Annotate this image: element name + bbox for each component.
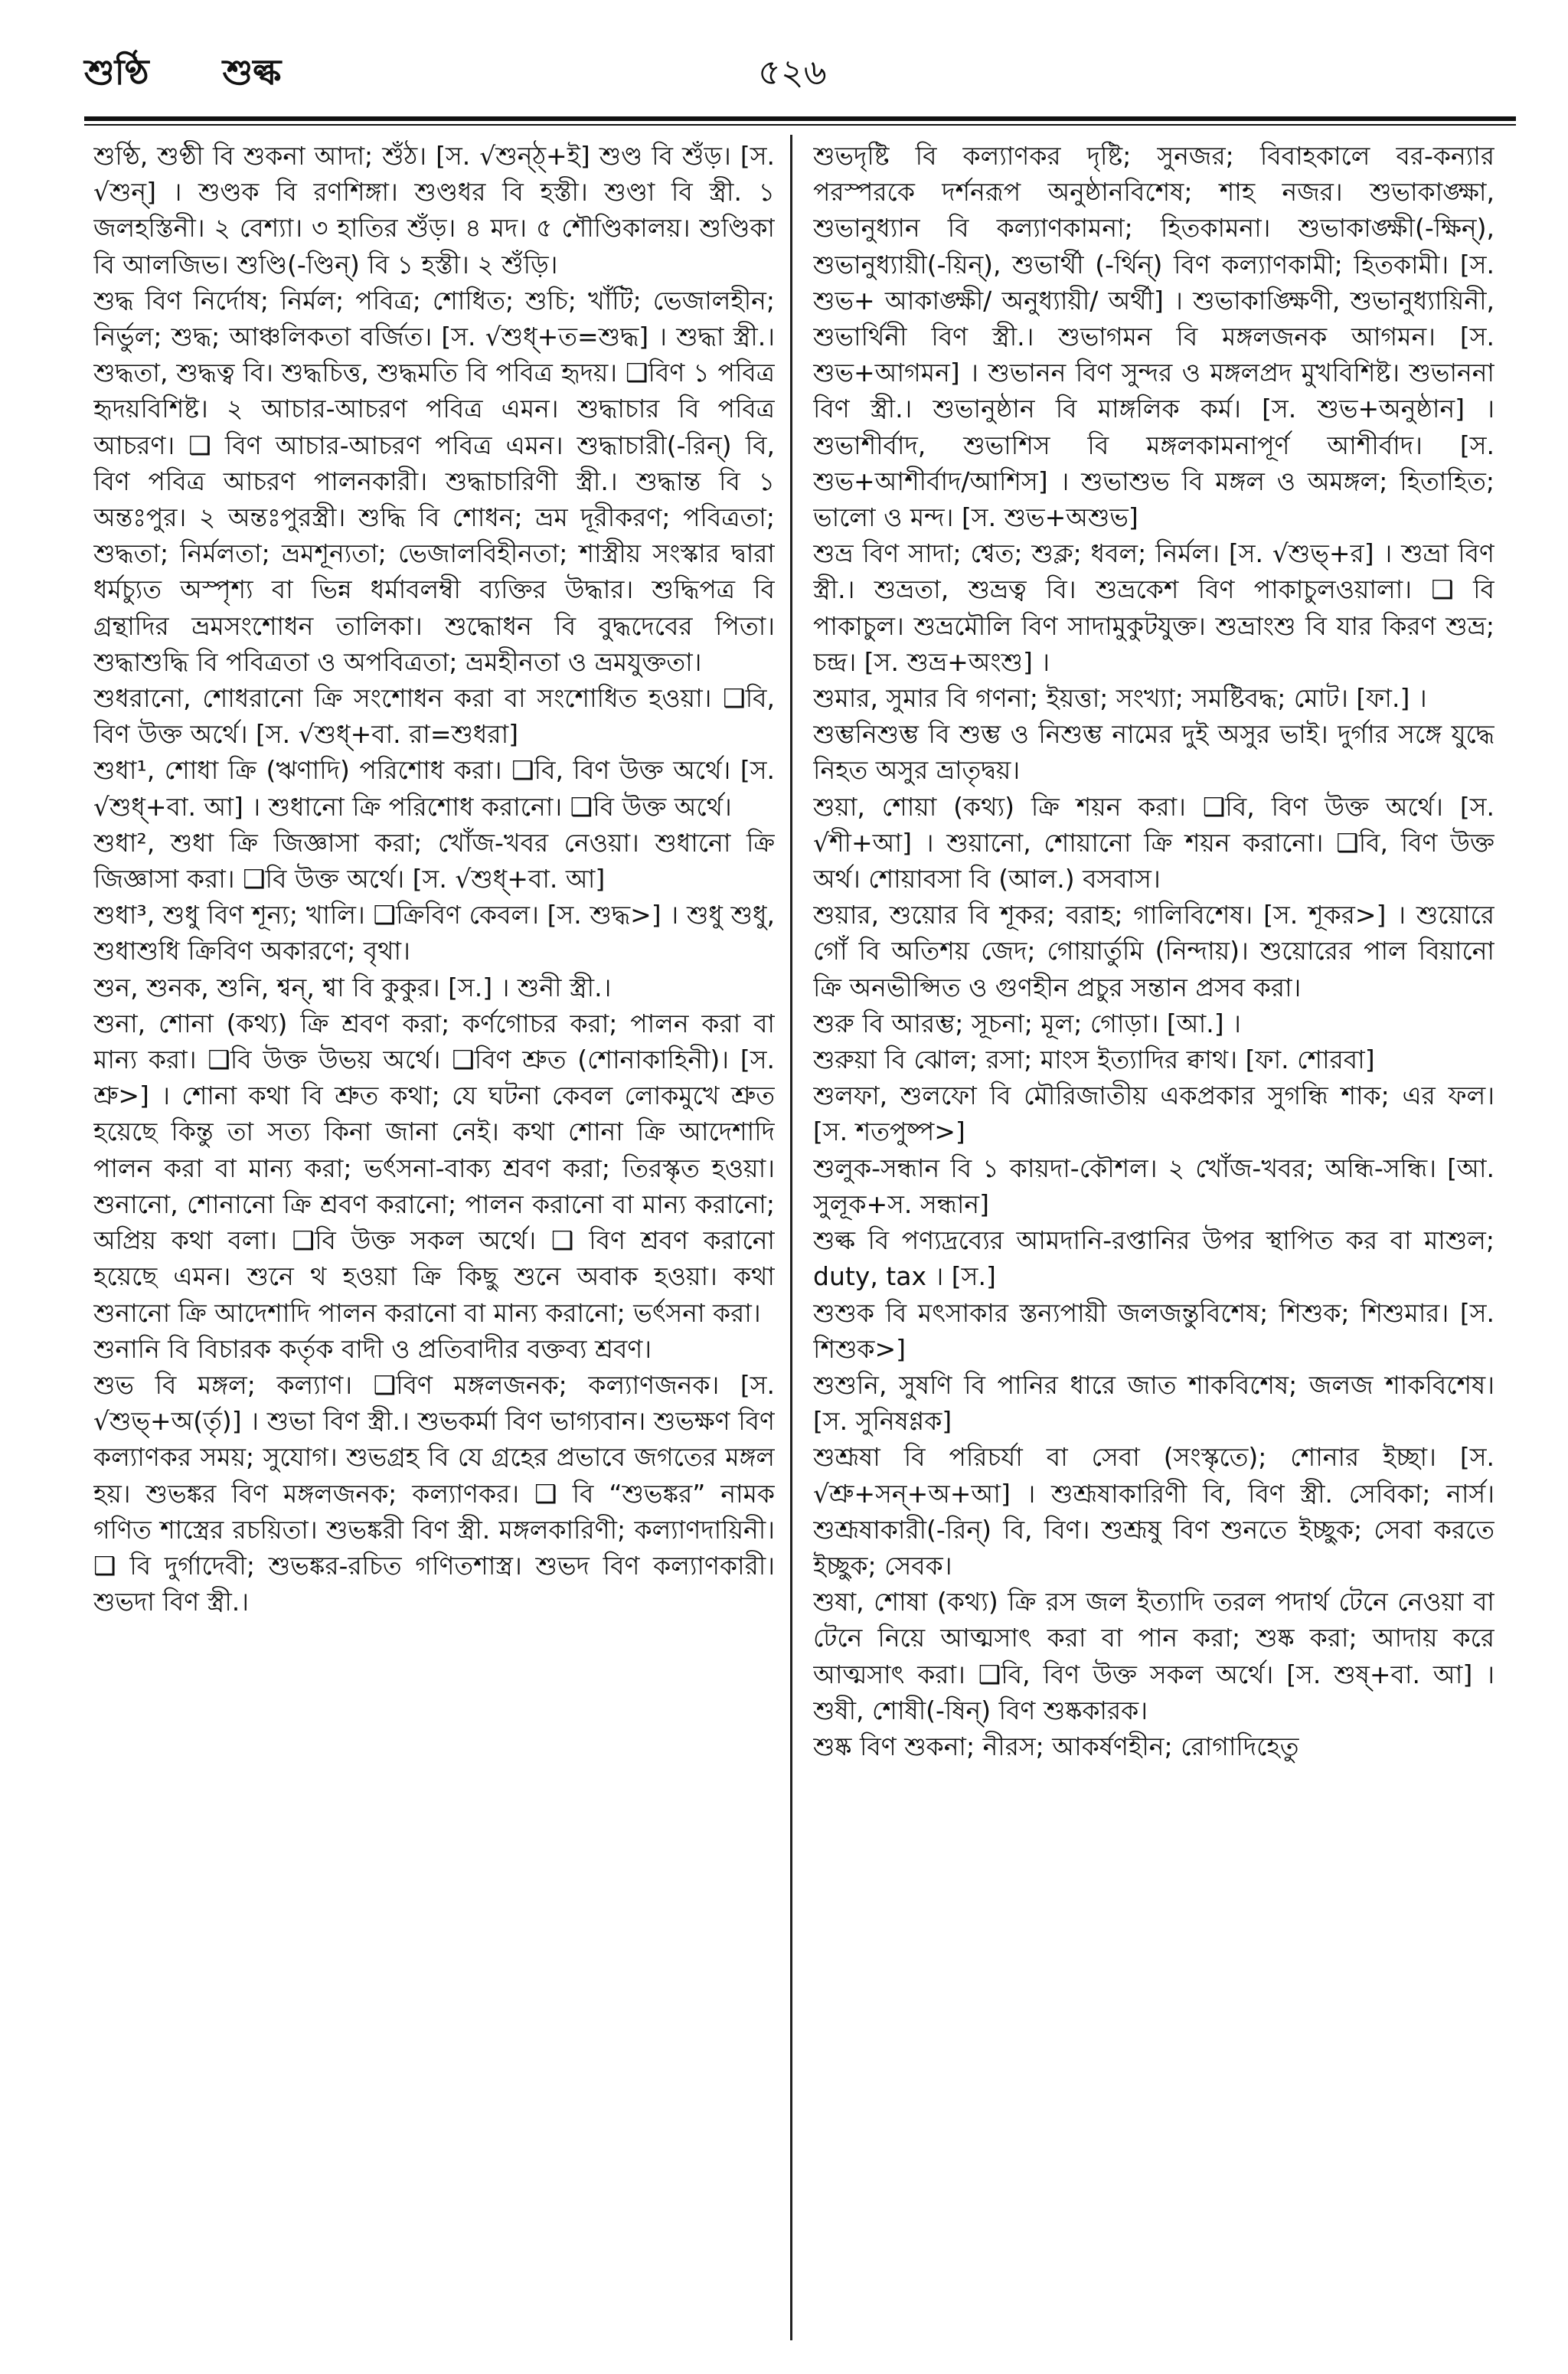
dictionary-entry: শুভ্র বিণ সাদা; শ্বেত; শুক্ল; ধবল; নির্মল। [স. √শুভ্+র] । শুভ্রা বিণ স্ত্রী.। শুভ্রতা, শুভ্রত্ব বি। শুভ্রকেশ বিণ পাকাচুলওয়ালা। ❑ বি পাকাচুল। শুভ্রমৌলি বিণ সাদামুকুটযুক্ত। শুভ্রাংশু বি যার কিরণ শুভ্র; চন্দ্র। [স. শুভ্র+অংশু] । <box>813 538 1494 677</box>
dictionary-entry: শুশুক বি মৎসাকার স্তন্যপায়ী জলজন্তুবিশেষ; শিশুক; শিশুমার। [স. শিশুক>] <box>813 1297 1494 1364</box>
dictionary-entry: শুনানি বি বিচারক কর্তৃক বাদী ও প্রতিবাদীর বক্তব্য শ্রবণ। <box>93 1333 652 1364</box>
dictionary-entry: শুনা, শোনা (কথ্য) ক্রি শ্রবণ করা; কর্ণগোচর করা; পালন করা বা মান্য করা। ❑বি উক্ত উভয় অর্থে। ❑বিণ শ্রুত (শোনাকাহিনী)। [স. শ্রু>] । শোনা কথা বি শ্রুত কথা; যে ঘটনা কেবল লোকমুখে শ্রুত হয়েছে কিন্তু তা সত্য কিনা জানা নেই। কথা শোনা ক্রি আদেশাদি পালন করা বা মান্য করা; ভর্ৎসনা-বাক্য শ্রবণ করা; তিরস্কৃত হওয়া। শুনানো, শোনানো ক্রি শ্রবণ করানো; পালন করানো বা মান্য করানো; অপ্রিয় কথা বলা। ❑বি উক্ত সকল অর্থে। ❑ বিণ শ্রবণ করানো হয়েছে এমন। শুনে থ হওয়া ক্রি কিছু শুনে অবাক হওয়া। কথা শুনানো ক্রি আদেশাদি পালন করানো বা মান্য করানো; ভর্ৎসনা করা। <box>93 1008 775 1328</box>
dictionary-entry: শুলুক-সন্ধান বি ১ কায়দা-কৌশল। ২ খোঁজ-খবর; অন্ধি-সন্ধি। [আ. সুলূক+স. সন্ধান] <box>813 1153 1494 1219</box>
page-header <box>84 46 1514 100</box>
dictionary-entry: শুভদৃষ্টি বি কল্যাণকর দৃষ্টি; সুনজর; বিবাহকালে বর-কন্যার পরস্পরকে দর্শনরূপ অনুষ্ঠানবিশেষ; শাহ নজর। শুভাকাঙ্ক্ষা, শুভানুধ্যান বি কল্যাণকামনা; হিতকামনা। শুভাকাঙ্ক্ষী(-ক্ষিন্), শুভানুধ্যায়ী(-য়িন্), শুভার্থী (-র্থিন্) বিণ কল্যাণকামী; হিতকামী। [স. শুভ+ আকাঙ্ক্ষী/ অনুধ্যায়ী/ অর্থী] । শুভাকাঙ্ক্ষিণী, শুভানুধ্যায়িনী, শুভার্থিনী বিণ স্ত্রী.। শুভাগমন বি মঙ্গলজনক আগমন। [স. শুভ+আগমন] । শুভানন বিণ সুন্দর ও মঙ্গলপ্রদ মুখবিশিষ্ট। শুভাননা বিণ স্ত্রী.। শুভানুষ্ঠান বি মাঙ্গলিক কর্ম। [স. শুভ+অনুষ্ঠান] । শুভাশীর্বাদ, শুভাশিস বি মঙ্গলকামনাপূর্ণ আশীর্বাদ। [স. শুভ+আশীর্বাদ/আশিস] । শুভাশুভ বি মঙ্গল ও অমঙ্গল; হিতাহিত; ভালো ও মন্দ। [স. শুভ+অশুভ] <box>813 141 1494 533</box>
dictionary-entry: শুশ্রূষা বি পরিচর্যা বা সেবা (সংস্কৃতে); শোনার ইচ্ছা। [স. √শ্রু+সন্+অ+আ] । শুশ্রূষাকারিণী বি, বিণ স্ত্রী. সেবিকা; নার্স। শুশ্রূষাকারী(-রিন্) বি, বিণ। শুশ্রূষু বিণ শুনতে ইচ্ছুক; সেবা করতে ইচ্ছুক; সেবক। <box>813 1442 1494 1581</box>
dictionary-entry: শুদ্ধ বিণ নির্দোষ; নির্মল; পবিত্র; শোধিত; শুচি; খাঁটি; ভেজালহীন; নির্ভুল; শুদ্ধ; আঞ্চলিকতা বর্জিত। [স. √শুধ্+ত=শুদ্ধ] । শুদ্ধা স্ত্রী.। শুদ্ধতা, শুদ্ধত্ব বি। শুদ্ধচিত্ত, শুদ্ধমতি বি পবিত্র হৃদয়। ❑বিণ ১ পবিত্র হৃদয়বিশিষ্ট। ২ আচার-আচরণ পবিত্র এমন। শুদ্ধাচার বি পবিত্র আচরণ। ❑ বিণ আচার-আচরণ পবিত্র এমন। শুদ্ধাচারী(-রিন্) বি, বিণ পবিত্র আচরণ পালনকারী। শুদ্ধাচারিণী স্ত্রী.। শুদ্ধান্ত বি ১ অন্তঃপুর। ২ অন্তঃপুরস্ত্রী। শুদ্ধি বি শোধন; ভ্রম দূরীকরণ; পবিত্রতা; শুদ্ধতা; নির্মলতা; ভ্রমশূন্যতা; ভেজালবিহীনতা; শাস্ত্রীয় সংস্কার দ্বারা ধর্মচ্যুত অস্পৃশ্য বা ভিন্ন ধর্মাবলম্বী ব্যক্তির উদ্ধার। শুদ্ধিপত্র বি গ্রন্থাদির ভ্রমসংশোধন তালিকা। শুদ্ধোধন বি বুদ্ধদেবের পিতা। শুদ্ধাশুদ্ধি বি পবিত্রতা ও অপবিত্রতা; ভ্রমহীনতা ও ভ্রমযুক্ততা। <box>93 285 775 677</box>
dictionary-entry: শুষ্ক বিণ শুকনা; নীরস; আকর্ষণহীন; রোগাদিহেতু <box>813 1731 1299 1761</box>
dictionary-entry: শুম্ভনিশুম্ভ বি শুম্ভ ও নিশুম্ভ নামের দুই অসুর ভাই। দুর্গার সঙ্গে যুদ্ধে নিহত অসুর ভ্রাতৃদ্বয়। <box>813 719 1494 786</box>
dictionary-entry: শুশুনি, সুষণি বি পানির ধারে জাত শাকবিশেষ; জলজ শাকবিশেষ। [স. সুনিষণ্ণক] <box>813 1369 1494 1437</box>
guide-word-right: শুল্ক <box>222 51 282 93</box>
dictionary-entry: শুরুয়া বি ঝোল; রসা; মাংস ইত্যাদির ক্বাথ। [ফা. শোরবা] <box>813 1045 1375 1075</box>
dictionary-entry: শুল্ক বি পণ্যদ্রব্যের আমদানি-রপ্তানির উপর স্থাপিত কর বা মাশুল; duty, tax । [স.] <box>813 1225 1494 1292</box>
dictionary-entry: শুধা³, শুধু বিণ শূন্য; খালি। ❑ক্রিবিণ কেবল। [স. শুদ্ধ>] । শুধু শুধু, শুধাশুধি ক্রিবিণ অকারণে; বৃথা। <box>93 900 775 966</box>
dictionary-entry: শুলফা, শুলফো বি মৌরিজাতীয় একপ্রকার সুগন্ধি শাক; এর ফল। [স. শতপুষ্প>] <box>813 1081 1494 1147</box>
right-column <box>813 138 1494 2336</box>
dictionary-entry: শুধা¹, শোধা ক্রি (ঋণাদি) পরিশোধ করা। ❑বি, বিণ উক্ত অর্থে। [স. √শুধ্+বা. আ] । শুধানো ক্রি পরিশোধ করানো। ❑বি উক্ত অর্থে। <box>93 755 775 822</box>
header-rule <box>84 116 1516 121</box>
column-divider <box>790 135 792 2340</box>
dictionary-entry: শুয়ার, শুয়োর বি শূকর; বরাহ; গালিবিশেষ। [স. শূকর>] । শুয়োরে গোঁ বি অতিশয় জেদ; গোয়ার্তুমি (নিন্দায়)। শুয়োরের পাল বিয়ানো ক্রি অনভীপ্সিত ও গুণহীন প্রচুর সন্তান প্রসব করা। <box>813 900 1494 1002</box>
dictionary-entry: শুরু বি আরম্ভ; সূচনা; মূল; গোড়া। [আ.] । <box>813 1008 1241 1038</box>
dictionary-entry: শুয়া, শোয়া (কথ্য) ক্রি শয়ন করা। ❑বি, বিণ উক্ত অর্থে। [স. √শী+আ] । শুয়ানো, শোয়ানো ক্রি শয়ন করানো। ❑বি, বিণ উক্ত অর্থ। শোয়াবসা বি (আল.) বসবাস। <box>813 791 1494 894</box>
page-number: ৫২৬ <box>758 51 827 93</box>
dictionary-entry: শুভ বি মঙ্গল; কল্যাণ। ❑বিণ মঙ্গলজনক; কল্যাণজনক। [স. √শুভ্+অ(র্তৃ)] । শুভা বিণ স্ত্রী.। শুভকর্মা বিণ ভাগ্যবান। শুভক্ষণ বিণ কল্যাণকর সময়; সুযোগ। শুভগ্রহ বি যে গ্রহের প্রভাবে জগতের মঙ্গল হয়। শুভঙ্কর বিণ মঙ্গলজনক; কল্যাণকর। ❑ বি “শুভঙ্কর” নামক গণিত শাস্ত্রের রচয়িতা। শুভঙ্করী বিণ স্ত্রী. মঙ্গলকারিণী; কল্যাণদায়িনী। ❑ বি দুর্গাদেবী; শুভঙ্কর-রচিত গণিতশাস্ত্র। শুভদ বিণ কল্যাণকারী। শুভদা বিণ স্ত্রী.। <box>93 1369 775 1617</box>
dictionary-entry: শুন, শুনক, শুনি, শ্বন্, শ্বা বি কুকুর। [স.] । শুনী স্ত্রী.। <box>93 972 612 1002</box>
left-column <box>93 138 775 2336</box>
guide-word-left: শুণ্ঠি <box>84 51 149 93</box>
dictionary-entry: শুমার, সুমার বি গণনা; ইয়ত্তা; সংখ্যা; সমষ্টিবদ্ধ; মোট। [ফা.] । <box>813 683 1427 714</box>
dictionary-entry: শুধা², শুধা ক্রি জিজ্ঞাসা করা; খোঁজ-খবর নেওয়া। শুধানো ক্রি জিজ্ঞাসা করা। ❑বি উক্ত অর্থে। [স. √শুধ্+বা. আ] <box>93 827 775 894</box>
dictionary-entry: শুধরানো, শোধরানো ক্রি সংশোধন করা বা সংশোধিত হওয়া। ❑বি, বিণ উক্ত অর্থে। [স. √শুধ্+বা. রা=শুধরা] <box>93 683 775 750</box>
header-rule-thin <box>84 124 1516 126</box>
dictionary-entry: শুণ্ঠি, শুণ্ঠী বি শুকনা আদা; শুঁঠ। [স. √শুন্ঠ্+ই] শুণ্ড বি শুঁড়। [স. √শুন্] । শুণ্ডক বি রণশিঙ্গা। শুণ্ডধর বি হস্তী। শুণ্ডা বি স্ত্রী. ১ জলহস্তিনী। ২ বেশ্যা। ৩ হাতির শুঁড়। ৪ মদ। ৫ শৌণ্ডিকালয়। শুণ্ডিকা বি আলজিভ। শুণ্ডি(-ণ্ডিন্) বি ১ হস্তী। ২ শুঁড়ি। <box>93 141 775 280</box>
guide-words <box>84 46 342 104</box>
dictionary-entry: শুষা, শোষা (কথ্য) ক্রি রস জল ইত্যাদি তরল পদার্থ টেনে নেওয়া বা টেনে নিয়ে আত্মসাৎ করা বা পান করা; শুষ্ক করা; আদায় করে আত্মসাৎ করা। ❑বি, বিণ উক্ত সকল অর্থে। [স. শুষ্+বা. আ] । শুষী, শোষী(-ষিন্) বিণ শুষ্ককারক। <box>813 1587 1494 1725</box>
